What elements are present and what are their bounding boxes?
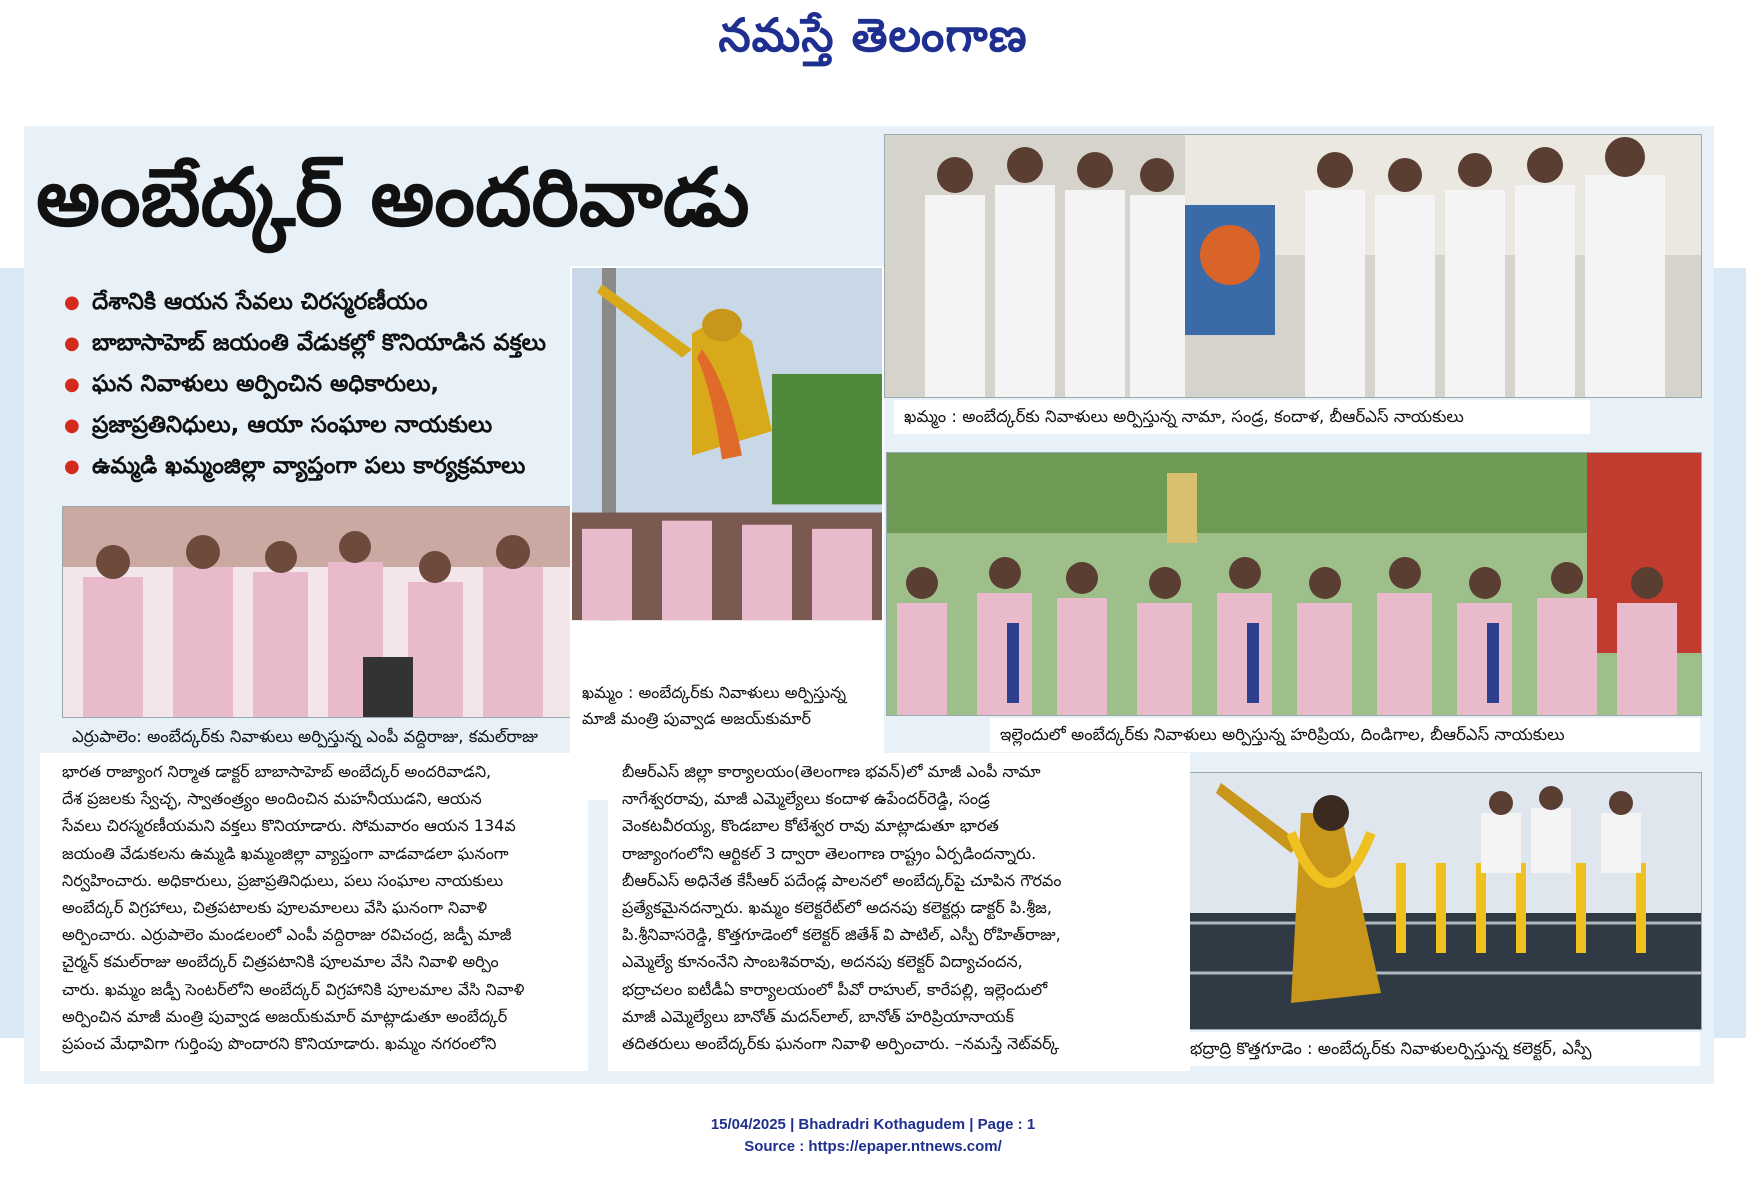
illandu-caption: ఇల్లెందులో అంబేద్కర్‌కు నివాళులు అర్పిస్తున్న హరిప్రియ, దిండిగాల, బీఆర్‌ఎస్ నాయకులు: [990, 718, 1700, 752]
headline: అంబేద్కర్ అందరివాడు: [36, 151, 750, 244]
footer-source-link[interactable]: Source : https://epaper.ntnews.com/: [744, 1138, 1002, 1155]
khammam-leaders-caption: ఖమ్మం : అంబేద్కర్‌కు నివాళులు అర్పిస్తున్న నామా, సండ్ర, కందాళ, బీఆర్‌ఎస్ నాయకులు: [894, 400, 1590, 434]
kothagudem-caption: భద్రాద్రి కొత్తగూడెం : అంబేద్కర్‌కు నివాళులర్పిస్తున్న కలెక్టర్, ఎస్పీ: [1180, 1032, 1700, 1066]
bullet-item: ● ఉమ్మడి ఖమ్మంజిల్లా వ్యాప్తంగా పలు కార్యక్రమాలు: [64, 446, 644, 487]
errupalem-caption: ఎర్రుపాలెం: అంబేద్కర్‌కు నివాళులు అర్పిస్తున్న ఎంపీ వద్దిరాజు, కమల్‌రాజు: [72, 727, 538, 746]
page-footer: [0, 1114, 1746, 1158]
bullet-item: ● దేశానికి ఆయన సేవలు చిరస్మరణీయం: [64, 282, 644, 323]
body-text-left: భారత రాజ్యాంగ నిర్మాత డాక్టర్ బాబాసాహెబ్ అంబేద్కర్ అందరివాడని, దేశ ప్రజలకు స్వేచ్ఛ, స్వాతంత్ర్యం అందించిన మహనీయుడని, ఆయన సేవలు చిరస్మరణీయమని వక్తలు కొనియాడారు. సోమవారం ఆయన 134వ జయంతి వేడుకలను ఉమ్మడి ఖమ్మంజిల్లా వ్యాప్తంగా వాడవాడలా ఘనంగా నిర్వహించారు. అధికారులు, ప్రజాప్రతినిధులు, పలు సంఘాల నాయకులు అంబేద్కర్ విగ్రహాలు, చిత్రపటాలకు పూలమాలలు వేసి ఘనంగా నివాళి అర్పించారు. ఎర్రుపాలెం మండలంలో ఎంపీ వద్దిరాజు రవిచంద్ర, జడ్పీ మాజీ చైర్మన్ కమల్‌రాజు అంబేద్కర్ చిత్రపటానికి పూలమాల వేసి నివాళి అర్పిం చారు. ఖమ్మం జడ్పీ సెంటర్‌లోని అంబేద్కర్ విగ్రహానికి పూలమాల వేసి నివాళి అర్పించిన మాజీ మంత్రి పువ్వాడ అజయ్‌కుమార్ మాట్లాడుతూ అంబేద్కర్ ప్రపంచ మేధావిగా గుర్తింపు పొందారని కొనియాడారు. ఖమ్మం నగరంలోని: [62, 762, 525, 1054]
statue-caption-line1: ఖమ్మం : అంబేద్కర్‌కు నివాళులు అర్పిస్తున్న: [582, 683, 847, 702]
statue-caption: [572, 676, 878, 752]
statue-caption-line2: మాజీ మంత్రి పువ్వాడ అజయ్‌కుమార్: [582, 709, 811, 728]
errupalem-photo: [62, 506, 580, 718]
bullet-item: ● బాబాసాహెబ్ జయంతి వేడుకల్లో కొనియాడిన వక్తలు: [64, 323, 644, 364]
kothagudem-photo: [1180, 772, 1702, 1030]
body-text-right: బీఆర్‌ఎస్ జిల్లా కార్యాలయం(తెలంగాణ భవన్)లో మాజీ ఎంపీ నామా నాగేశ్వరరావు, మాజీ ఎమ్మెల్యేలు కందాళ ఉపేందర్‌రెడ్డి, సండ్ర వెంకటవీరయ్య, కొండబాల కోటేశ్వర రావు మాట్లాడుతూ భారత రాజ్యాంగంలోని ఆర్టికల్ 3 ద్వారా తెలంగాణ రాష్ట్రం ఏర్పడిందన్నారు. బీఆర్‌ఎస్ అధినేత కేసీఆర్ పదేండ్ల పాలనలో అంబేద్కర్‌పై చూపిన గౌరవం ప్రత్యేకమైనదన్నారు. ఖమ్మం కలెక్టరేట్‌లో అదనపు కలెక్టర్లు డాక్టర్ పి.శ్రీజ, పి.శ్రీనివాసరెడ్డి, కొత్తగూడెంలో కలెక్టర్ జితేశ్ వి పాటిల్, ఎస్పీ రోహిత్‌రాజు, ఎమ్మెల్యే కూనంనేని సాంబశివరావు, అదనపు కలెక్టర్ విద్యాచందన, భద్రాచలం ఐటీడీఏ కార్యాలయంలో పీవో రాహుల్, కారేపల్లి, ఇల్లెందులో మాజీ ఎమ్మెల్యేలు బానోత్ మదన్‌లాల్, బానోత్ హరిప్రియానాయక్ తదితరులు అంబేద్కర్‌కు ఘనంగా నివాళి అర్పించారు. –నమస్తే నెట్‌వర్క్: [622, 762, 1062, 1054]
highlight-bullets: [64, 282, 644, 487]
article-panel: [24, 126, 1714, 1084]
bullet-item-continued: ● ప్రజాప్రతినిధులు, ఆయా సంఘాల నాయకులు: [64, 405, 644, 446]
newspaper-title: నమస్తే తెలంగాణ: [718, 8, 1028, 62]
footer-date-line: 15/04/2025 | Bhadradri Kothagudem | Page : 1: [710, 1116, 1036, 1133]
masthead: [0, 0, 1746, 95]
right-side-band: [1714, 268, 1746, 1038]
left-side-band: [0, 268, 24, 1038]
khammam-leaders-photo: [884, 134, 1702, 398]
bullet-item: ● ఘన నివాళులు అర్పించిన అధికారులు,: [64, 364, 644, 405]
illandu-photo: [886, 452, 1702, 716]
